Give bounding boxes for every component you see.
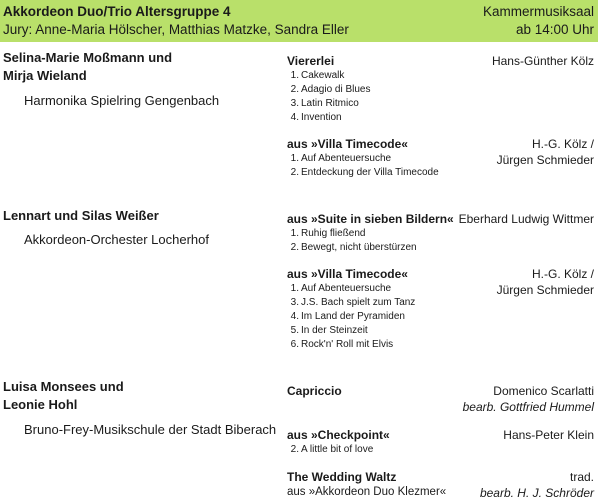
composer bbox=[459, 211, 594, 227]
movement: 2. A little bit of love bbox=[290, 444, 374, 455]
movement: 2. Bewegt, nicht überstürzen bbox=[290, 242, 417, 253]
arranger: bearb. H. J. Schröder bbox=[479, 486, 594, 500]
movement: 1. Cakewalk bbox=[290, 70, 345, 81]
movement: 1. Auf Abenteuersuche bbox=[290, 153, 392, 164]
performer-names bbox=[3, 49, 172, 85]
composer bbox=[497, 136, 594, 168]
school-name: Akkordeon-Orchester Locherhof bbox=[24, 232, 209, 247]
school-name: Harmonika Spielring Gengenbach bbox=[24, 93, 220, 108]
movement: 4. Im Land der Pyramiden bbox=[290, 311, 405, 322]
movement: 4. Invention bbox=[290, 112, 342, 123]
movement: 6. Rock'n' Roll mit Elvis bbox=[290, 339, 394, 350]
composer bbox=[503, 427, 594, 443]
school-name: Bruno-Frey-Musikschule der Stadt Biberach bbox=[24, 422, 277, 437]
composer-line: trad. bbox=[569, 470, 594, 484]
movement: 3. Latin Ritmico bbox=[290, 98, 359, 109]
composer bbox=[463, 383, 594, 415]
movement-list bbox=[287, 227, 594, 255]
composer-line: H.-G. Kölz / bbox=[531, 137, 594, 151]
piece-subtitle: aus »Akkordeon Duo Klezmer« bbox=[287, 486, 447, 498]
movement: 2. Adagio di Blues bbox=[290, 84, 371, 95]
performer-names bbox=[3, 378, 124, 414]
composer-line: Jürgen Schmieder bbox=[496, 153, 594, 167]
movement: 1. Ruhig fließend bbox=[290, 228, 366, 239]
piece-title: aus »Suite in sieben Bildern« bbox=[287, 212, 454, 226]
composer-line: Domenico Scarlatti bbox=[493, 384, 594, 398]
movement-list bbox=[287, 69, 594, 125]
composer bbox=[492, 53, 594, 69]
composer bbox=[480, 469, 594, 501]
movement: 2. Entdeckung der Villa Timecode bbox=[290, 167, 439, 178]
composer-line: Eberhard Ludwig Wittmer bbox=[458, 212, 594, 226]
composer-line: Hans-Günther Kölz bbox=[491, 54, 594, 68]
composer-line: H.-G. Kölz / bbox=[531, 267, 594, 281]
movement: 1. Auf Abenteuersuche bbox=[290, 283, 392, 294]
performer-names bbox=[3, 207, 159, 225]
start-time: ab 14:00 Uhr bbox=[515, 22, 594, 37]
performer-line: Selina-Marie Moßmann und bbox=[3, 50, 173, 65]
movement: 5. In der Steinzeit bbox=[290, 325, 368, 336]
movement-list bbox=[287, 443, 594, 457]
header-row-1 bbox=[3, 3, 594, 21]
piece-title: aus »Checkpoint« bbox=[287, 428, 390, 442]
performer-line: Leonie Hohl bbox=[3, 397, 78, 412]
composer bbox=[497, 266, 594, 298]
piece-title: aus »Villa Timecode« bbox=[287, 137, 408, 151]
venue: Kammermusiksaal bbox=[482, 4, 594, 19]
composer-line: Hans-Peter Klein bbox=[503, 428, 594, 442]
program-header bbox=[0, 0, 598, 42]
piece-title: Viererlei bbox=[287, 54, 335, 68]
movement: 3. J.S. Bach spielt zum Tanz bbox=[290, 297, 416, 308]
arranger: bearb. Gottfried Hummel bbox=[462, 400, 594, 414]
composer-line: Jürgen Schmieder bbox=[496, 283, 594, 297]
performer-line: Mirja Wieland bbox=[3, 68, 87, 83]
category-title: Akkordeon Duo/Trio Altersgruppe 4 bbox=[3, 4, 231, 19]
jury-list: Jury: Anne-Maria Hölscher, Matthias Matzke, Sandra Eller bbox=[3, 22, 349, 37]
header-row-2 bbox=[3, 21, 594, 39]
piece-title: aus »Villa Timecode« bbox=[287, 267, 408, 281]
piece-title: Capriccio bbox=[287, 384, 342, 398]
piece-title: The Wedding Waltz bbox=[287, 470, 397, 484]
performer-line: Luisa Monsees und bbox=[3, 379, 124, 394]
performer-line: Lennart und Silas Weißer bbox=[3, 208, 159, 223]
